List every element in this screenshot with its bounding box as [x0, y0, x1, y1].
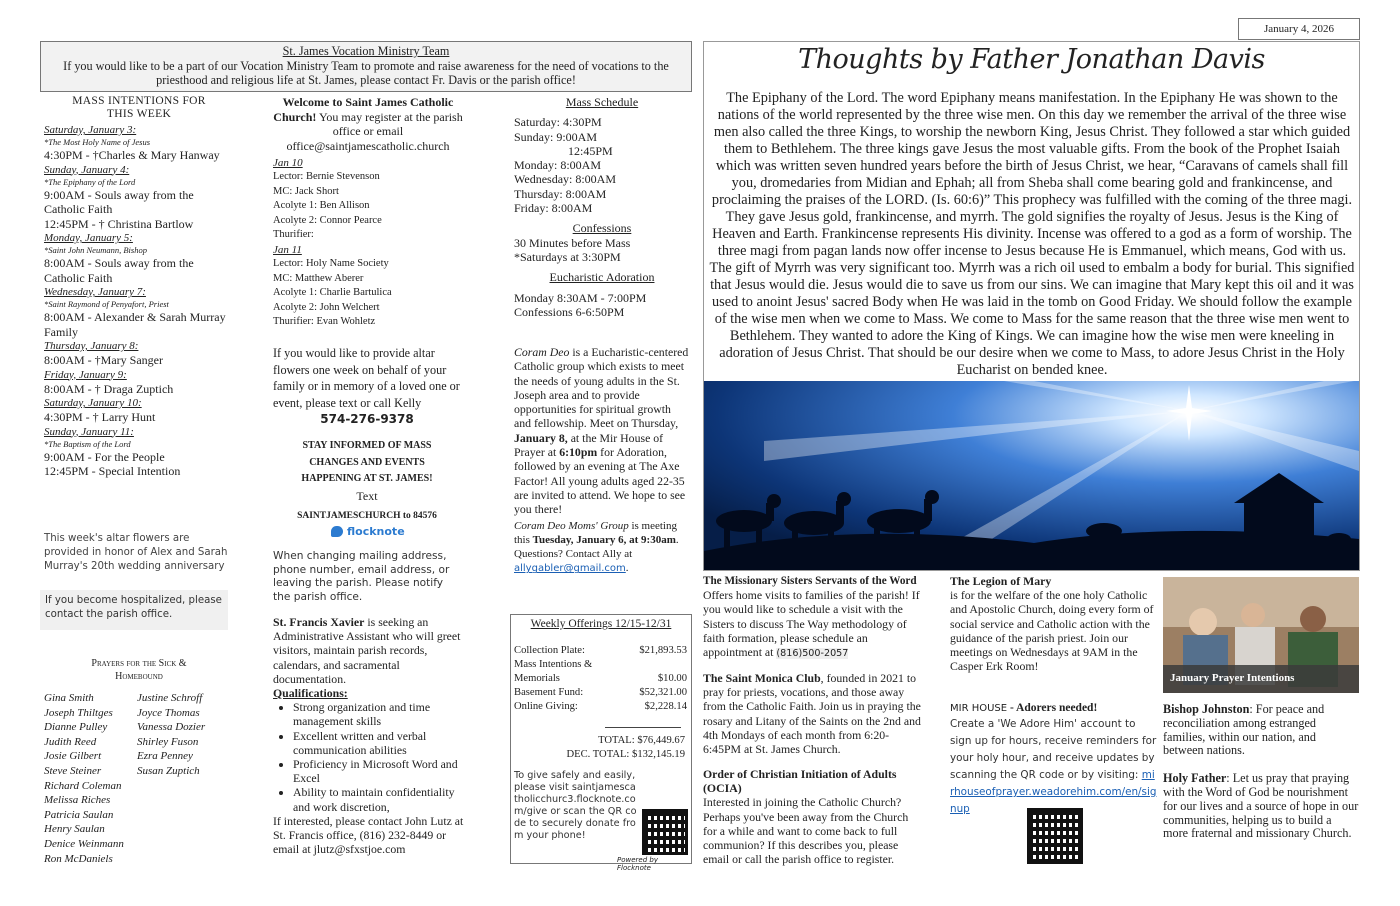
mass-schedule-line: Monday: 8:00AM: [514, 158, 601, 173]
intention-feast: *Saint John Neumann, Bishop: [44, 245, 147, 255]
mass-intentions: [44, 95, 234, 479]
mass-intentions-heading: MASS INTENTIONS FOR THIS WEEK: [72, 95, 206, 120]
sick-name: Denice Weinmann: [44, 837, 124, 850]
confessions-lines: [514, 236, 690, 265]
intention-day: Monday, January 5:: [44, 232, 133, 244]
sick-name: Joseph Thiltges: [44, 706, 113, 719]
bishop-name: Bishop Johnston: [1163, 702, 1250, 716]
intention-line: 8:00AM - Alexander & Sarah Murray Family: [44, 310, 226, 339]
coram-deo-end: .: [625, 562, 629, 575]
offerings-dec-total: DEC. TOTAL: $132,145.19: [566, 749, 685, 760]
minister-line: MC: Jack Short: [273, 185, 339, 197]
confession-line: *Saturdays at 3:30PM: [514, 249, 621, 264]
prayers-sick: [44, 658, 234, 866]
kelly-phone: 574-276-9378: [320, 412, 414, 426]
mass-schedule-line: Saturday: 4:30PM: [514, 115, 602, 130]
coram-deo-date: January 8,: [514, 430, 568, 445]
prayers-sick-heading: Prayers for the Sick & Homebound: [91, 658, 187, 682]
mir-house: [950, 702, 1158, 818]
coram-deo-moms-text1: is meeting this: [514, 519, 677, 546]
adoration-line: Monday 8:30AM - 7:00PM: [514, 290, 647, 305]
mir-house-body: Create a 'We Adore Him' account to sign up for hours, receive reminders for your holy hour, and receive updates by scanning the QR code or by visiting:: [950, 718, 1157, 781]
st-francis-job: [273, 615, 465, 856]
intention-line: 12:45PM - † Christina Bartlow: [44, 216, 194, 231]
sick-name: Melissa Riches: [44, 794, 111, 807]
mass-schedule: [514, 95, 690, 319]
stay-informed-line: STAY INFORMED OF MASS: [302, 440, 432, 451]
qualifications-heading: Qualifications:: [273, 686, 348, 701]
offering-label: Basement Fund:: [514, 687, 584, 698]
intention-line: 8:00AM - Souls away from the Catholic Faith: [44, 256, 194, 285]
ocia-title: Order of Christian Initiation of Adults (OCIA): [703, 767, 897, 796]
sick-name: Steve Steiner: [44, 764, 102, 777]
st-francis-intro: is seeking an Administrative Assistant who will greet visitors, maintain parish records, calendars, and sacramental documentation.: [273, 615, 461, 686]
coram-deo-email-link[interactable]: allygabler@gmail.com: [514, 563, 626, 575]
mailing-change-note: When changing mailing address, phone number, email address, or leaving the parish. Please notify the parish office.: [273, 550, 450, 603]
intention-day: Sunday, January 4:: [44, 163, 130, 176]
offering-row: [514, 658, 687, 686]
offerings-rows: [514, 644, 687, 714]
monica-name: The Saint Monica Club: [703, 671, 821, 685]
altar-flowers-note: This week's altar flowers are provided in honor of Alex and Sarah Murray's 20th wedding anniversary: [44, 533, 228, 572]
sick-name: Ezra Penney: [137, 750, 193, 763]
weekly-offerings: [510, 614, 692, 872]
minister-date: Jan 10: [273, 157, 303, 169]
bulletin-date: January 4, 2026: [1238, 18, 1360, 40]
mass-schedule-line: Thursday: 8:00AM: [514, 186, 607, 201]
intention-line: 8:00AM - †Mary Sanger: [44, 353, 163, 367]
intention-day: Wednesday, January 7:: [44, 286, 146, 298]
holy-father-intention: : Let us pray that praying with the Word of God be nourishment for our lives and a source of hope in our communities, helping us to build a more fraternal and missionary Church.: [1163, 771, 1359, 841]
coram-deo: [514, 345, 690, 577]
sick-name: Joyce Thomas: [137, 706, 200, 719]
missionary-sisters: [703, 574, 923, 661]
minister-line: Lector: Holy Name Society: [273, 257, 389, 269]
mir-house-title: MIR HOUSE: [950, 703, 1008, 714]
intention-line: 4:30PM - † Larry Hunt: [44, 410, 156, 424]
stay-informed-line: CHANGES AND EVENTS: [309, 456, 425, 468]
mir-house-title2: - Adorers needed!: [1007, 702, 1098, 714]
monica-body: , founded in 2021 to pray for priests, vocations, and those away from the Catholic Faith. Join us in praying the rosary and Litany of the Saints on the 2nd and 4th Mondays of each month from 6:20-6:45PM at St. James Church.: [703, 671, 921, 757]
sick-name: Gina Smith: [44, 692, 94, 704]
intention-day: Thursday, January 8:: [44, 340, 139, 352]
adoration-lines: [514, 291, 690, 320]
vocation-ministry-box: [40, 41, 692, 92]
sick-name: Henry Saulan: [44, 823, 105, 836]
confession-line: 30 Minutes before Mass: [514, 235, 631, 250]
offering-value: $2,228.14: [644, 701, 687, 712]
coram-deo-moms-name: Coram Deo Moms' Group: [514, 519, 629, 532]
sick-name: Patricia Saulan: [44, 808, 114, 821]
offerings-heading: Weekly Offerings 12/15-12/31: [530, 618, 672, 630]
minister-line: Thurifier: Evan Wohletz: [273, 316, 376, 328]
coram-deo-text1: is a Eucharistic-centered Catholic group which exists to meet the needs of young adults in the St. Joseph area and to provide opportunities for spiritual growth and fellowship. Meet on Thursday,: [514, 345, 689, 431]
mass-schedule-line: Wednesday: 8:00AM: [514, 172, 617, 187]
vocation-body: If you would like to be a part of our Vocation Ministry Team to promote and raise awareness for the need of vocations to the priesthood and religious life at St. James, please contact Fr. Davis or the parish office!: [63, 58, 669, 87]
mass-schedule-line: Friday: 8:00AM: [514, 201, 593, 216]
intention-day: Saturday, January 10:: [44, 397, 142, 409]
give-qr-code[interactable]: [642, 809, 688, 855]
prayers-sick-col2: [137, 691, 234, 866]
sick-name: Judith Reed: [44, 735, 97, 748]
intention-line: 9:00AM - For the People: [44, 449, 165, 464]
welcome-body: You may register at the parish office or email office@saintjamescatholic.church: [286, 109, 463, 153]
offering-label: Online Giving:: [514, 701, 578, 712]
intention-day: Sunday, January 11:: [44, 425, 134, 438]
offering-label: Collection Plate:: [514, 645, 585, 656]
mass-schedule-line: 12:45PM: [568, 143, 613, 158]
intention-line: 8:00AM - † Draga Zuptich: [44, 381, 174, 396]
father-article-body: The Epiphany of the Lord. The word Epiphany means manifestation. In the Epiphany He was shown to the nations of the world represented by the three wise men. On this day we remember the arrival of the three wise men also called the three Kings, to worship the newborn King, Jesus Christ. They followed a star which guided them to Bethlehem. The three kings gave Jesus the most valuable gifts. From the book of the Prophet Isaiah which was written seven hundred years before the birth of Jesus Christ, we hear, “Caravans of camels shall fill you, dromedaries from Midian and Ephah; all from Sheba shall come bearing gold and frankincense, and proclaiming the praises of the LORD. (Is. 60:6)” This prophecy was fulfilled with the coming of the three magi. They gave Jesus gold, frankincense, and myrrh. The gold signifies the royalty of Jesus. Jesus is the King of Heaven and Earth. Frankincense represents His divinity. Incense was offered to a god as a form of worship. The three magi from pagan lands now offer incense to Jesus because He is Emmanuel, which means, God with us. The gift of Myrrh was very significant too. Myrrh was a rich oil used to embalm a body for burial. This signified that Jesus would die. Jesus would die to save us from our sins. We can imagine that Mary kept this oil and it was used to anoint Jesus' sacred Body when He was laid in the tomb on Good Friday. We should follow the example of the wise men when we come to Mass. We come to Mass for the same reason that the three wise men went to Bethlehem. They wanted to adore the King of Kings. We can imagine how the wise men were kneeling in adoration of Jesus Christ. That should be our desire when we come to Mass, to adore Jesus Christ in the Holy Eucharist on bended knee.: [709, 90, 1355, 378]
offering-row: [514, 686, 687, 700]
flocknote-logo: [331, 522, 411, 536]
offering-row: [514, 644, 687, 658]
coram-deo-text2: at the Mir House of Prayer at: [514, 430, 664, 460]
sick-name: Shirley Fuson: [137, 735, 199, 748]
flocknote-icon: [331, 526, 343, 537]
mass-schedule-heading: Mass Schedule: [565, 95, 639, 109]
intentions-list: [44, 123, 234, 479]
offerings-total: TOTAL: $76,449.67: [598, 735, 685, 746]
coram-deo-text3: for Adoration, followed by an evening at The Axe Factor! All young adults aged 22-35 are invited to attend. We hope to see you there!: [514, 445, 686, 517]
minister-line: Thurifier:: [273, 229, 314, 241]
legion-title: The Legion of Mary: [950, 574, 1052, 588]
hospitalized-note: If you become hospitalized, please contact the parish office.: [40, 590, 228, 630]
sick-name: Josie Gilbert: [44, 750, 102, 763]
offering-label: Mass Intentions & Memorials: [514, 659, 593, 684]
legion-body: is for the welfare of the one holy Catholic and Apostolic Church, doing every form of social service and Catholic action with the guidance of the parish priest. Join our meetings on Wednesdays at 9AM in the Casper Erk Room!: [950, 588, 1154, 674]
flocknote-wordmark: flocknote: [347, 524, 405, 538]
intention-line: 12:45PM - Special Intention: [44, 464, 181, 478]
offering-value: $21,893.53: [639, 645, 687, 656]
intention-feast: *Saint Raymond of Penyafort, Priest: [44, 299, 169, 309]
sick-name: Dianne Pulley: [44, 721, 108, 734]
sick-name: Susan Zuptich: [137, 764, 200, 777]
text-word: Text: [356, 489, 378, 503]
ministers-schedule: [273, 156, 463, 330]
father-article-title: Thoughts by Father Jonathan Davis: [798, 44, 1265, 75]
intention-line: 4:30PM - †Charles & Mary Hanway: [44, 148, 220, 162]
give-online-text: To give safely and easily, please visit saintjamescatholicchurc3.flocknote.com/give or scan the QR code to securely donate from your phone!: [514, 770, 637, 841]
qualifications-list: [273, 700, 465, 814]
minister-line: Acolyte 2: Connor Pearce: [273, 214, 382, 226]
powered-by-flocknote: Powered by Flocknote: [617, 856, 658, 872]
holy-father-name: Holy Father: [1163, 771, 1227, 786]
missionary-body: Offers home visits to families of the parish! If you would like to schedule a visit with the Sisters to discuss The Way methodology of faith formation, please schedule an appointment at: [703, 588, 920, 660]
saint-monica-club: [703, 671, 923, 756]
prayer-photo-label: January Prayer Intentions: [1170, 672, 1295, 684]
stay-informed: [273, 438, 461, 488]
minister-line: Acolyte 1: Ben Allison: [273, 200, 370, 212]
welcome-title: Welcome to Saint James Catholic Church!: [273, 95, 454, 124]
sick-name: Vanessa Dozier: [137, 721, 206, 734]
offering-row: [514, 700, 687, 714]
nativity-image: [704, 381, 1359, 570]
coram-deo-moms-text2: . Questions? Contact Ally at: [514, 533, 679, 561]
missionary-title: The Missionary Sisters Servants of the Word: [703, 575, 917, 587]
missionary-phone: (816)500-2057: [776, 648, 849, 660]
minister-line: Lector: Bernie Stevenson: [273, 171, 380, 182]
intention-feast: *The Most Holy Name of Jesus: [44, 137, 151, 147]
confessions-heading: Confessions: [572, 221, 632, 236]
qualification-item: • Ability to maintain confidentiality and work discretion,: [293, 785, 465, 813]
bishop-intention: : For peace and reconciliation among estranged families, within our nation, and between nations.: [1163, 702, 1325, 758]
stay-informed-line: HAPPENING AT ST. JAMES!: [301, 473, 433, 484]
intention-feast: *The Epiphany of the Lord: [44, 176, 136, 187]
mir-house-qr-code[interactable]: [1027, 808, 1083, 864]
adoration-heading: Eucharistic Adoration: [549, 270, 655, 285]
offering-value: $10.00: [657, 673, 687, 684]
minister-line: MC: Matthew Aberer: [273, 272, 364, 284]
adoration-line: Confessions 6-6:50PM: [514, 304, 625, 319]
prayer-intentions: [1163, 703, 1359, 841]
legion-of-mary: [950, 574, 1157, 673]
minister-date: Jan 11: [273, 243, 302, 256]
prayers-sick-col1: [44, 691, 137, 866]
offering-value: $52,321.00: [639, 687, 687, 698]
sick-name: Richard Coleman: [44, 779, 122, 792]
mass-schedule-line: Sunday: 9:00AM: [514, 129, 598, 144]
sick-name: Justine Schroff: [137, 692, 203, 704]
st-francis-name: St. Francis Xavier: [273, 615, 365, 629]
sick-name: Ron McDaniels: [44, 852, 113, 865]
coram-deo-name: Coram Deo: [514, 345, 570, 359]
st-francis-contact: If interested, please contact John Lutz at St. Francis office, (816) 232-8449 or email at jlutz@sfxstjoe.com: [273, 813, 464, 857]
intention-feast: *The Baptism of the Lord: [44, 438, 131, 449]
mir-house-link[interactable]: mirhouseofprayer.weadorehim.com/en/signup: [950, 769, 1157, 815]
mass-schedule-lines: [514, 115, 690, 215]
minister-line: Acolyte 2: John Welchert: [273, 301, 380, 313]
welcome-block: [273, 95, 463, 153]
ocia: [703, 767, 923, 866]
coram-deo-time: 6:10pm: [559, 445, 598, 460]
qualification-item: • Excellent written and verbal communication abilities: [293, 729, 465, 757]
qualification-item: • Proficiency in Microsoft Word and Excel: [293, 757, 465, 785]
vocation-title: St. James Vocation Ministry Team: [282, 44, 450, 58]
text-code: SAINTJAMESCHURCH to 84576: [297, 511, 437, 521]
qualification-item: • Strong organization and time management skills: [293, 700, 465, 728]
intention-day: Saturday, January 3:: [44, 124, 137, 136]
ocia-body: Interested in joining the Catholic Church? Perhaps you've been away from the Church for a while and want to come back to full communion? If this describes you, please email or call the parish office to register.: [703, 795, 909, 867]
intention-day: Friday, January 9:: [44, 368, 127, 381]
altar-flowers-offer: If you would like to provide altar flowers one week on behalf of your family or in memory of a loved one or event, please text or call Kelly: [273, 346, 460, 410]
minister-line: Acolyte 1: Charlie Bartulica: [273, 287, 392, 299]
intention-line: 9:00AM - Souls away from the Catholic Faith: [44, 187, 194, 216]
coram-deo-moms-when: Tuesday, January 6, at 9:30am: [532, 533, 676, 546]
